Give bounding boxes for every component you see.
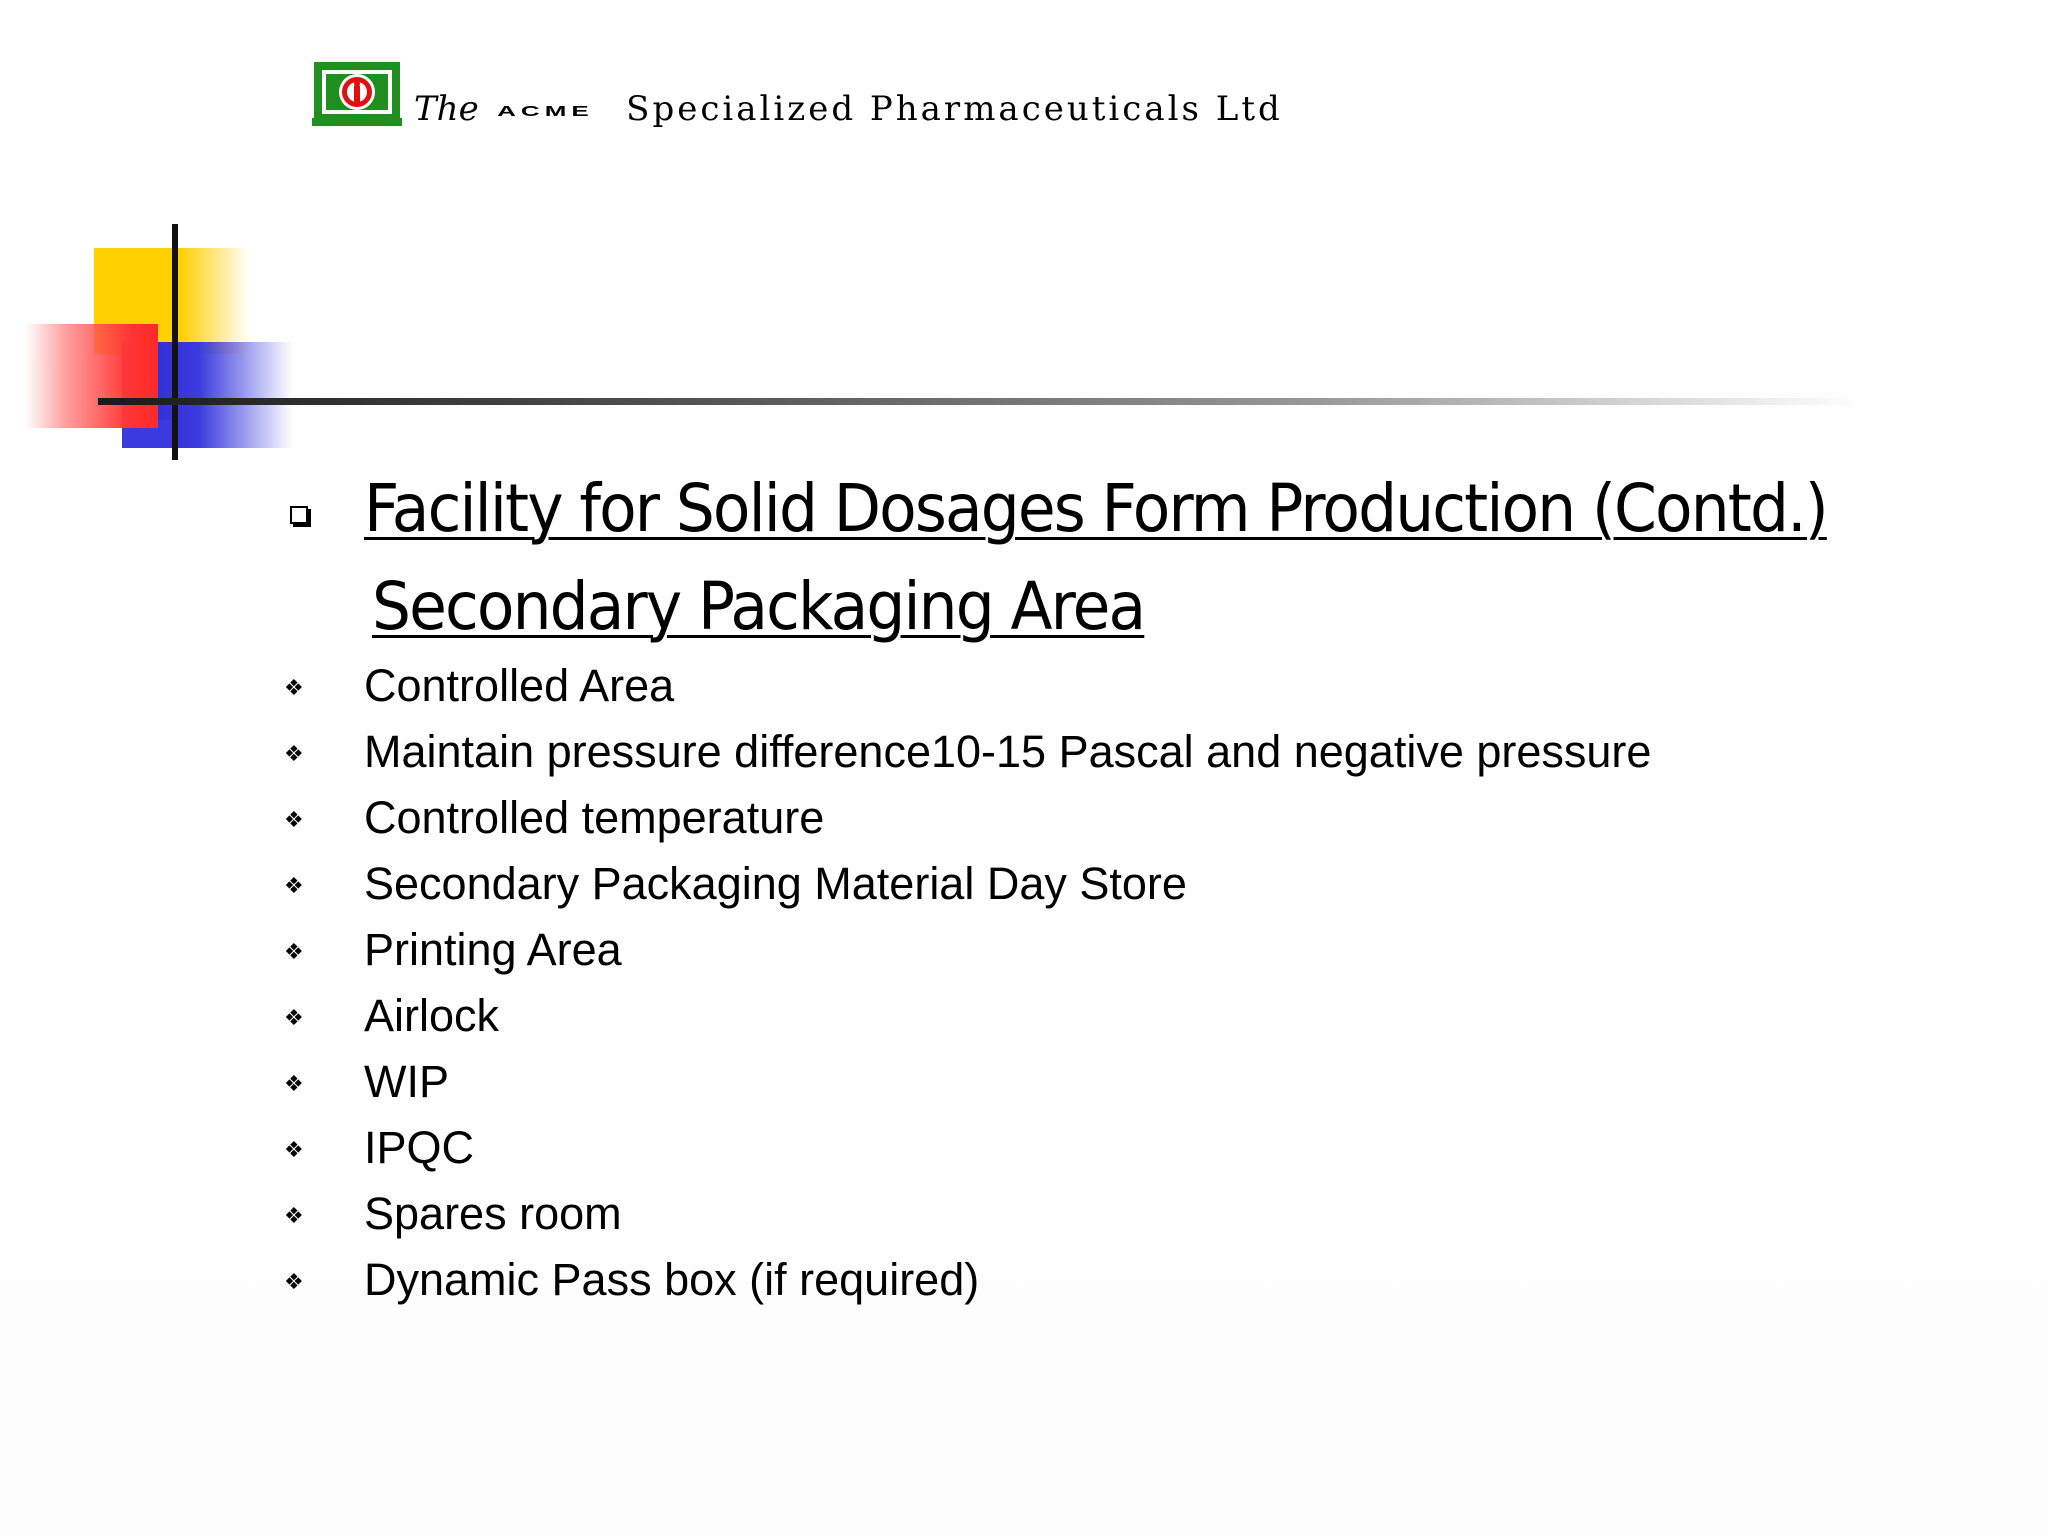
slide-subtitle: Secondary Packaging Area xyxy=(372,568,1145,645)
horizontal-divider xyxy=(98,398,1858,405)
diamond-cluster-bullet-icon: ❖ xyxy=(284,940,304,965)
list-item-text: Controlled Area xyxy=(364,660,675,711)
company-name xyxy=(414,88,1283,129)
diamond-cluster-bullet-icon: ❖ xyxy=(284,1006,304,1031)
square-bullet-icon xyxy=(290,506,308,524)
list-item-text: Controlled temperature xyxy=(364,792,825,843)
diamond-cluster-bullet-icon: ❖ xyxy=(284,1072,304,1097)
list-item-text: Maintain pressure difference10-15 Pascal and negative pressure xyxy=(364,726,1652,777)
slide-title: Facility for Solid Dosages Form Production (Contd.) xyxy=(364,470,1827,547)
red-square xyxy=(26,324,158,428)
decorative-corner-graphic xyxy=(0,200,300,480)
diamond-cluster-bullet-icon: ❖ xyxy=(284,1138,304,1163)
company-name-the: The xyxy=(414,89,479,129)
list-item-text: Secondary Packaging Material Day Store xyxy=(364,858,1187,909)
diamond-cluster-bullet-icon: ❖ xyxy=(284,874,304,899)
list-item-text: WIP xyxy=(364,1056,449,1107)
diamond-cluster-bullet-icon: ❖ xyxy=(284,1204,304,1229)
company-logo xyxy=(312,60,1612,160)
company-name-acme: ACME xyxy=(497,102,594,120)
diamond-cluster-bullet-icon: ❖ xyxy=(284,1270,304,1295)
acme-logo-icon xyxy=(312,62,402,126)
list-item-text: Printing Area xyxy=(364,924,622,975)
company-name-rest: Specialized Pharmaceuticals Ltd xyxy=(626,89,1283,129)
diamond-cluster-bullet-icon: ❖ xyxy=(284,676,304,701)
list-item-text: Dynamic Pass box (if required) xyxy=(364,1254,980,1305)
diamond-cluster-bullet-icon: ❖ xyxy=(284,808,304,833)
diamond-cluster-bullet-icon: ❖ xyxy=(284,742,304,767)
list-item-text: Spares room xyxy=(364,1188,622,1239)
list-item-text: IPQC xyxy=(364,1122,475,1173)
vertical-divider xyxy=(172,224,178,460)
list-item-text: Airlock xyxy=(364,990,500,1041)
